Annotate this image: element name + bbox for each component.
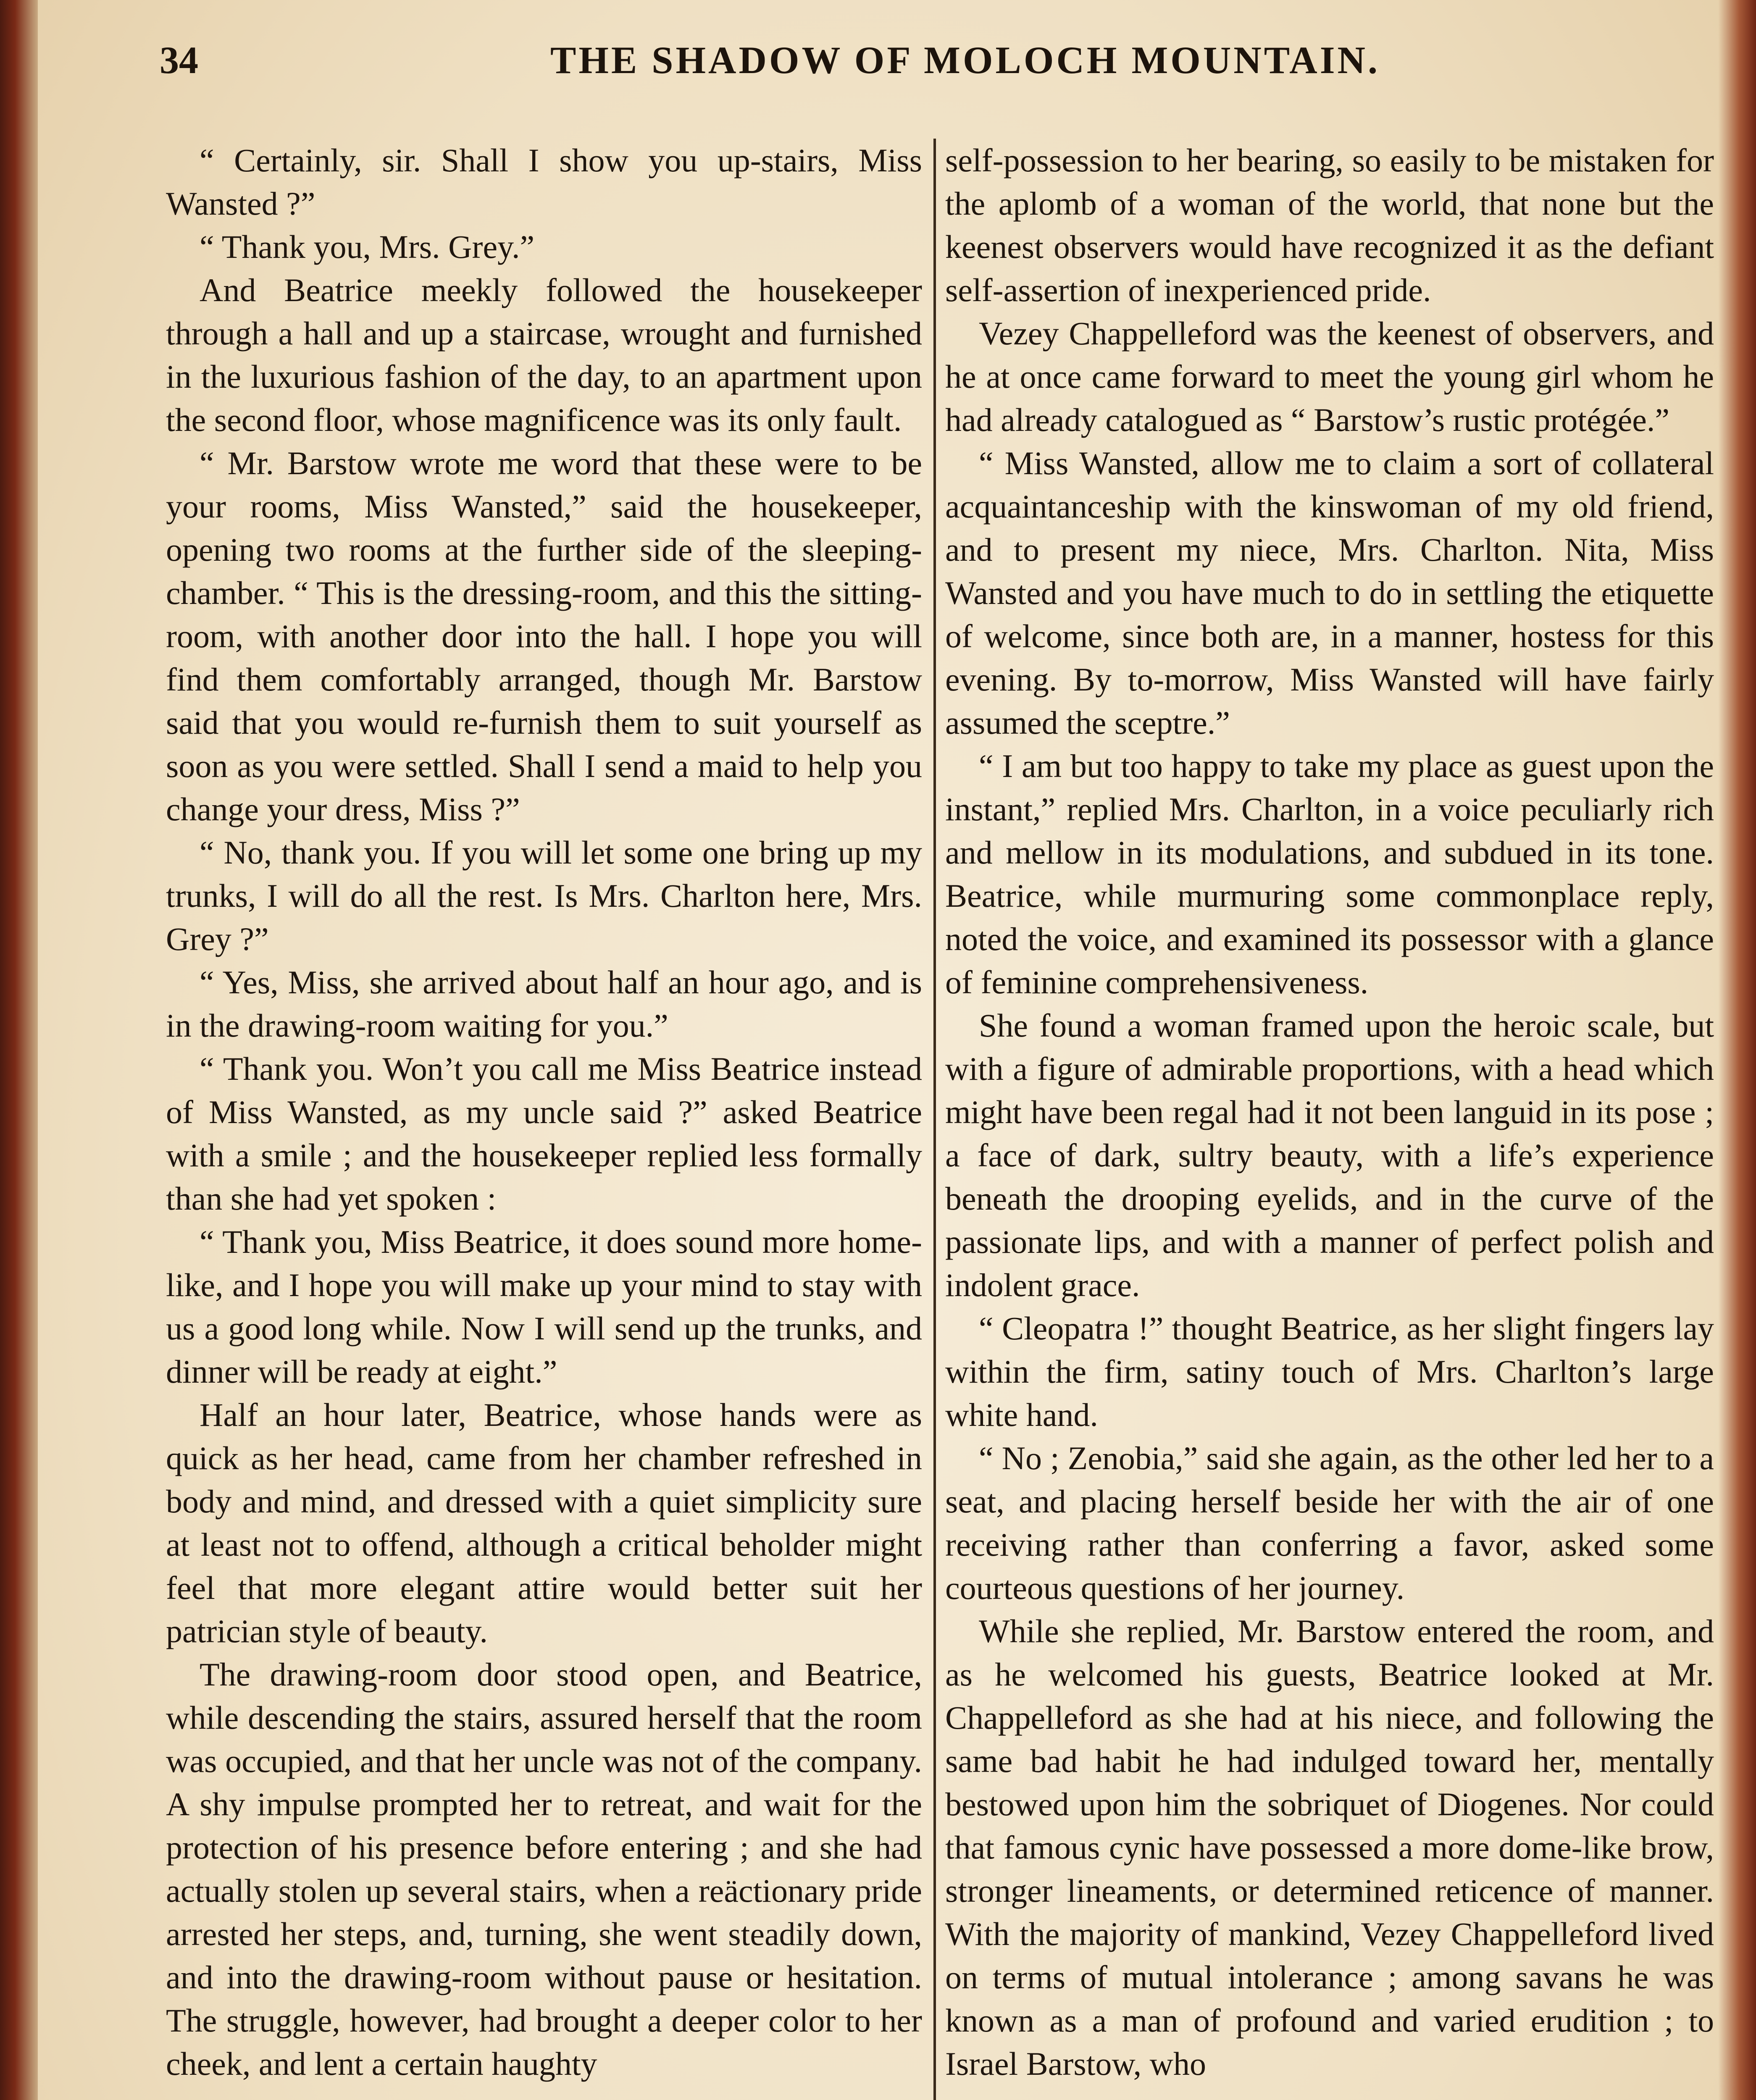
paragraph: And Beatrice meekly followed the housekeeper through a hall and up a staircase, wrought and furnished in the luxurious fashion of the day, to an apartment upon the second floor, whose magnificence was its only fault.: [166, 272, 922, 438]
paragraph: “ Yes, Miss, she arrived about half an hour ago, and is in the drawing-room waiting for you.”: [166, 964, 922, 1044]
column-rule: [933, 139, 936, 2100]
paragraph: “ Thank you, Miss Beatrice, it does sound more home-like, and I hope you will make up your mind to stay with us a good long while. Now I will send up the trunks, and dinner will be ready at eight.”: [166, 1223, 922, 1390]
page-right-edge: [1718, 0, 1756, 2100]
paragraph: “ No ; Zenobia,” said she again, as the other led her to a seat, and placing herself beside her with the air of one receiving rather than conferring a favor, asked some courteous questions of her journey.: [945, 1440, 1714, 1606]
page-number: 34: [160, 39, 198, 81]
paragraph: “ No, thank you. If you will let some one bring up my trunks, I will do all the rest. Is Mrs. Charlton here, Mrs. Grey ?”: [166, 834, 922, 957]
paragraph: “ Certainly, sir. Shall I show you up-stairs, Miss Wansted ?”: [166, 142, 922, 222]
paragraph: “ Mr. Barstow wrote me word that these were to be your rooms, Miss Wansted,” said the housekeeper, opening two rooms at the further side of the sleeping-chamber. “ This is the dressing-room, and this the sitting-room, with another door into the hall. I hope you will find them comfortably arranged, though Mr. Barstow said that you would re-furnish them to suit yourself as soon as you were settled. Shall I send a maid to help you change your dress, Miss ?”: [166, 445, 922, 827]
left-column: [166, 139, 922, 2100]
paragraph: “ Thank you. Won’t you call me Miss Beatrice instead of Miss Wansted, as my uncle said ?” asked Beatrice with a smile ; and the housekeeper replied less formally than she had yet spoken :: [166, 1050, 922, 1217]
paragraph: “ Miss Wansted, allow me to claim a sort of collateral acquaintanceship with the kinswoman of my old friend, and to present my niece, Mrs. Charlton. Nita, Miss Wansted and you have much to do in settling the etiquette of welcome, since both are, in a manner, hostess for this evening. By to-morrow, Miss Wansted will have fairly assumed the sceptre.”: [945, 445, 1714, 741]
paragraph: Vezey Chappelleford was the keenest of observers, and he at once came forward to meet the young girl whom he had already catalogued as “ Barstow’s rustic protégée.”: [945, 315, 1714, 438]
paragraph: self-possession to her bearing, so easily to be mistaken for the aplomb of a woman of the world, that none but the keenest observers would have recognized it as the defiant self-assertion of inexperienced pride.: [945, 142, 1714, 308]
paragraph: “ Thank you, Mrs. Grey.”: [200, 228, 535, 265]
paragraph: The drawing-room door stood open, and Beatrice, while descending the stairs, assured herself that the room was occupied, and that her uncle was not of the company. A shy impulse prompted her to retreat, and wait for the protection of his presence before entering ; and she had actually stolen up several stairs, when a reäctionary pride arrested her steps, and, turning, she went steadily down, and into the drawing-room without pause or hesitation. The struggle, however, had brought a deeper color to her cheek, and lent a certain haughty: [166, 1656, 922, 2082]
right-column: [945, 139, 1714, 2100]
paragraph: She found a woman framed upon the heroic scale, but with a figure of admirable proportions, with a head which might have been regal had it not been languid in its pose ; a face of dark, sultry beauty, with a life’s experience beneath the drooping eyelids, and in the curve of the passionate lips, and with a manner of perfect polish and indolent grace.: [945, 1007, 1714, 1303]
paragraph: “ I am but too happy to take my place as guest upon the instant,” replied Mrs. Charlton, in a voice peculiarly rich and mellow in its modulations, and subdued in its tone. Beatrice, while murmuring some commonplace reply, noted the voice, and examined its possessor with a glance of feminine comprehensiveness.: [945, 748, 1714, 1000]
paragraph: Half an hour later, Beatrice, whose hands were as quick as her head, came from her chamber refreshed in body and mind, and dressed with a quiet simplicity sure at least not to offend, although a critical beholder might feel that more elegant attire would better suit her patrician style of beauty.: [166, 1396, 922, 1649]
paragraph: “ Cleopatra !” thought Beatrice, as her slight fingers lay within the firm, satiny touch of Mrs. Charlton’s large white hand.: [945, 1310, 1714, 1433]
page-header: [160, 34, 1722, 97]
running-title: THE SHADOW OF MOLOCH MOUNTAIN.: [550, 39, 1380, 81]
paragraph: While she replied, Mr. Barstow entered the room, and as he welcomed his guests, Beatrice looked at Mr. Chappelleford as she had at his niece, and following the same bad habit he had indulged toward her, mentally bestowed upon him the sobriquet of Diogenes. Nor could that famous cynic have possessed a more dome-like brow, stronger lineaments, or determined reticence of manner. With the majority of mankind, Vezey Chappelleford lived on terms of mutual intolerance ; among savans he was known as a man of profound and varied erudition ; to Israel Barstow, who: [945, 1613, 1714, 2082]
page-binding-edge: [0, 0, 38, 2100]
